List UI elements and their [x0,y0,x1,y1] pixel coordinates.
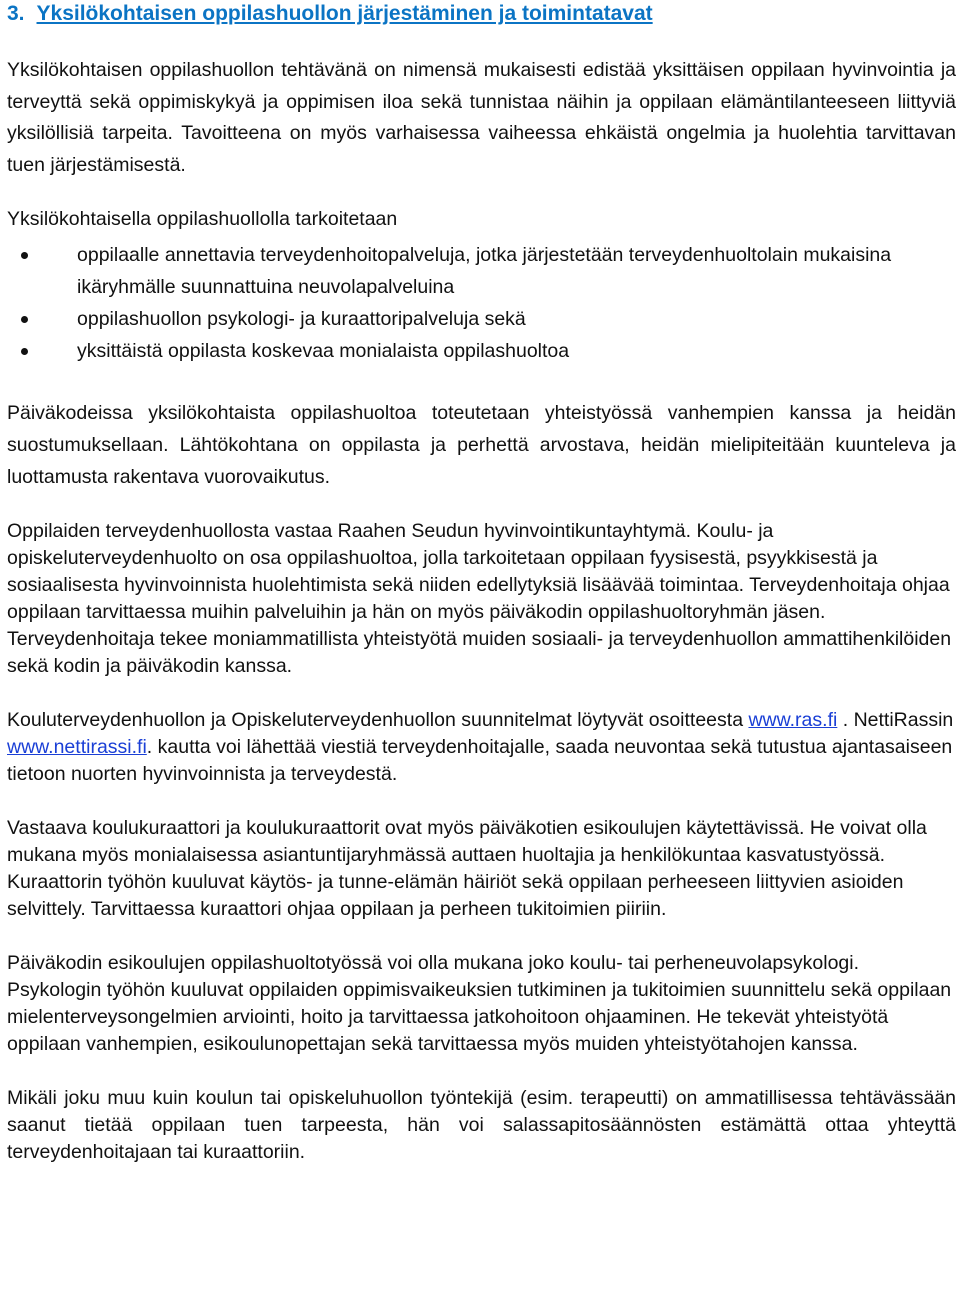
bullet-icon [21,316,28,323]
kuraattori-paragraph: Vastaava koulukuraattori ja koulukuraattorit ovat myös päiväkotien esikoulujen käytettävissä. He voivat olla mukana myös monialaisessa asiantuntijaryhmässä auttaen huoltajia ja henkilökuntaa kasvatustyössä. Kuraattorin työhön kuuluvat käytös- ja tunne-elämän häiriöt sekä oppilaan perheeseen liittyvien asioiden selvittely. Tarvittaessa kuraattori ohjaa oppilaan ja perheen tukitoimien piiriin. [7,817,927,920]
list-item-text: oppilashuollon psykologi- ja kuraattoripalveluja sekä [77,308,526,330]
section-number: 3. [7,2,25,25]
bullet-list [7,239,956,367]
suunnitelmat-text-1: Kouluterveydenhuollon ja Opiskeluterveydenhuollon suunnitelmat löytyvät osoitteesta [7,709,749,731]
terveydenhuolto-paragraph: Oppilaiden terveydenhuollosta vastaa Raahen Seudun hyvinvointikuntayhtymä. Koulu- ja opiskeluterveydenhuolto on osa oppilashuoltoa, jolla tarkoitetaan oppilaan fyysisestä, psyykkisestä ja sosiaalisesta hyvinvoinnista huolehtimista sekä niiden edellytyksiä lisäävää toimintaa. Terveydenhoitaja ohjaa oppilaan tarvittaessa muihin palveluihin ja hän on myös päiväkodin oppilashuoltoryhmän jäsen. Terveydenhoitaja tekee moniammatillista yhteistyötä muiden sosiaali- ja terveydenhuollon ammattihenkilöiden sekä kodin ja päiväkodin kanssa. [7,520,952,677]
suunnitelmat-text-3: . kautta voi lähettää viestiä terveydenhoitajalle, saada neuvontaa sekä tutustua ajantasaiseen tietoon nuorten hyvinvoinnista ja terveydestä. [7,736,953,785]
psykologi-paragraph: Päiväkodin esikoulujen oppilashuoltotyössä voi olla mukana joko koulu- tai perheneuvolapsykologi. Psykologin työhön kuuluvat oppilaiden oppimisvaikeuksien tutkiminen ja tukitoimien suunnittelu sekä oppilaan mielenterveysongelmien arviointi, hoito ja tarvittaessa jatkohoitoon ohjaaminen. He tekevät yhteistyötä oppilaan vanhempien, esikoulunopettajan sekä tarvittaessa myös muiden yhteistyötahojen kanssa. [7,952,952,1055]
list-item [7,239,956,303]
section-title: Yksilökohtaisen oppilashuollon järjestäminen ja toimintatavat [36,2,653,25]
list-item [7,303,956,335]
bullet-icon [21,348,28,355]
list-item-text: yksittäistä oppilasta koskevaa monialaista oppilashuoltoa [77,340,570,362]
nettirassi-link[interactable]: www.nettirassi.fi [7,736,147,758]
suunnitelmat-text-2: . NettiRassin [837,709,954,731]
paivakodeissa-paragraph: Päiväkodeissa yksilökohtaista oppilashuoltoa toteutetaan yhteistyössä vanhempien kanssa ja heidän suostumuksellaan. Lähtökohtana on oppilasta ja perhettä arvostava, heidän mielipiteitään kuunteleva ja luottamusta rakentava vuorovaikutus. [7,402,956,488]
suunnitelmat-paragraph [7,707,956,788]
ras-link[interactable]: www.ras.fi [748,709,838,731]
list-item [7,335,956,367]
list-item-text: oppilaalle annettavia terveydenhoitopalveluja, jotka järjestetään terveydenhuoltolain mukaisina ikäryhmälle suunnattuina neuvolapalveluina [77,244,892,298]
section-heading [7,0,956,27]
salassapito-paragraph: Mikäli joku muu kuin koulun tai opiskeluhuollon työntekijä (esim. terapeutti) on ammatillisessa tehtävässään saanut tietää oppilaan tuen tarpeesta, hän voi salassapitosäännösten estämättä ottaa yhteyttä terveydenhoitajaan tai kuraattoriin. [7,1087,956,1163]
intro-paragraph: Yksilökohtaisen oppilashuollon tehtävänä on nimensä mukaisesti edistää yksittäisen oppilaan hyvinvointia ja terveyttä sekä oppimiskykyä ja oppimisen iloa sekä tunnistaa näihin ja oppilaan elämäntilanteeseen liittyviä yksilöllisiä tarpeita. Tavoitteena on myös varhaisessa vaiheessa ehkäistä ongelmia ja huolehtia tarvittavan tuen järjestämisestä. [7,59,956,176]
list-intro: Yksilökohtaisella oppilashuollolla tarkoitetaan [7,208,398,230]
bullet-icon [21,252,28,259]
